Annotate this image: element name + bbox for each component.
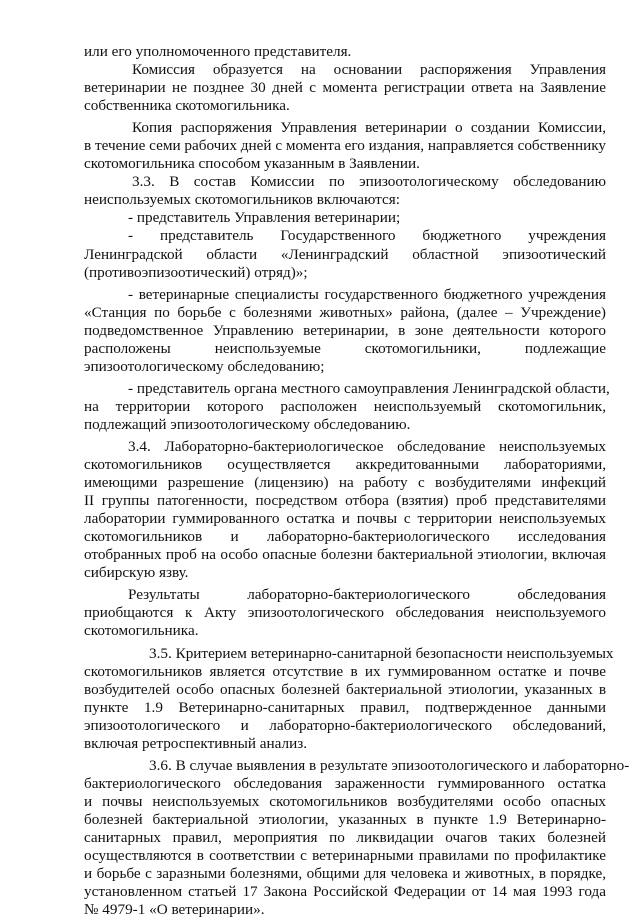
list-item-state-institution-representative [84, 227, 606, 281]
text-line: и борьбе с заразными болезнями, общими для человека и животных, в порядке, [84, 865, 606, 883]
text-line: скотомогильников осуществляется аккредитованными лабораториями, [84, 456, 606, 474]
text-line: 3.4. Лабораторно-бактериологическое обследование неиспользуемых [128, 437, 606, 455]
text-line: на территории которого расположен неиспользуемый скотомогильник, [84, 397, 606, 415]
text-line: в течение семи рабочих дней с момента его издания, направляется собственнику [84, 137, 606, 155]
list-item-veterinary-specialists [84, 286, 606, 376]
paragraph-results [84, 586, 606, 640]
text-line: 3.3. В состав Комиссии по эпизоотологическому обследованию [132, 173, 606, 191]
text-line: возбудителей особо опасных болезней бактериальной этиологии, указанных в [84, 680, 606, 698]
text-line: подведомственное Управлению ветеринарии, в зоне деятельности которого [84, 321, 606, 339]
text-line: лаборатории гуммированного остатка и почвы с территории неиспользуемых [84, 510, 606, 528]
text-line: скотомогильника. [84, 622, 199, 640]
text-line: - представитель Государственного бюджетного учреждения [128, 227, 606, 245]
text-line: скотомогильников является отсутствие в их гуммированном остатке и почве [84, 662, 606, 680]
text-line: неиспользуемых скотомогильников включаются: [84, 191, 400, 209]
paragraph-section-3-4 [84, 438, 606, 582]
text-line: - ветеринарные специалисты государственного бюджетного учреждения [128, 285, 606, 303]
text-line: пункте 1.9 Ветеринарно-санитарных правил, подтвержденное данными [84, 698, 606, 716]
text-line: эпизоотологического и лабораторно-бактериологического обследований, [84, 716, 606, 734]
text-line: приобщаются к Акту эпизоотологического обследования неиспользуемого [84, 604, 606, 622]
text-line: собственника скотомогильника. [84, 97, 290, 115]
text-line: расположены неиспользуемые скотомогильники, подлежащие [84, 339, 606, 357]
list-item-veterinary-office-representative [84, 209, 606, 227]
text-line: или его уполномоченного представителя. [84, 43, 352, 60]
text-line: 3.6. В случае выявления в результате эпизоотологического и лабораторно- [149, 756, 630, 774]
paragraph-section-3-6 [84, 756, 630, 919]
text-line: отобранных проб на особо опасные болезни бактериальной этиологии, включая [84, 546, 606, 564]
text-line: скотомогильников и лабораторно-бактериологического исследования [84, 528, 606, 546]
text-line: подлежащий эпизоотологическому обследованию. [84, 415, 411, 433]
text-line: - представитель органа местного самоуправления Ленинградской области, [128, 379, 610, 397]
text-line: эпизоотологическому обследованию; [84, 357, 325, 375]
text-line: включая ретроспективный анализ. [84, 734, 308, 752]
text-line: II группы патогенности, посредством отбора (взятия) проб представителями [84, 492, 606, 510]
paragraph-representative-continuation [84, 43, 606, 61]
document-page [84, 43, 630, 919]
text-line: болезней бактериальной этиологии, указанных в пункте 1.9 Ветеринарно- [84, 810, 606, 828]
text-line: установленном статьей 17 Закона Российской Федерации от 14 мая 1993 года [84, 883, 606, 901]
paragraph-commission-formation [84, 61, 606, 115]
text-line: осуществляются в соответствии с ветеринарными правилами по профилактике [84, 847, 606, 865]
text-line: Копия распоряжения Управления ветеринарии о создании Комиссии, [132, 119, 606, 137]
text-line: имеющими разрешение (лицензию) на работу с возбудителями инфекций [84, 474, 606, 492]
paragraph-order-copy [84, 119, 606, 173]
text-line: санитарных правил, мероприятия по ликвидации очагов таких болезней [84, 828, 606, 846]
text-line: сибирскую язву. [84, 564, 189, 582]
text-line: № 4979-1 «О ветеринарии». [84, 901, 265, 919]
text-line: Результаты лабораторно-бактериологического обследования [128, 586, 606, 604]
text-line: - представитель Управления ветеринарии; [128, 209, 401, 227]
paragraph-section-3-3 [84, 173, 606, 209]
list-item-local-government-representative [84, 379, 610, 434]
text-line: Комиссия образуется на основании распоряжения Управления [132, 61, 606, 79]
text-line: скотомогильника способом указанным в Заявлении. [84, 155, 420, 173]
text-line: (противоэпизоотический) отряд)»; [84, 263, 308, 281]
text-line: и почвы неиспользуемых скотомогильников возбудителями особо опасных [84, 792, 606, 810]
paragraph-section-3-5 [84, 644, 614, 753]
text-line: «Станция по борьбе с болезнями животных» района, (далее – Учреждение) [84, 303, 606, 321]
text-line: ветеринарии не позднее 30 дней с момента регистрации ответа на Заявление [84, 79, 606, 97]
text-line: 3.5. Критерием ветеринарно-санитарной безопасности неиспользуемых [149, 644, 614, 662]
text-line: бактериологического обследования зараженности гуммированного остатка [84, 774, 606, 792]
text-line: Ленинградской области «Ленинградский областной эпизоотический [84, 245, 606, 263]
